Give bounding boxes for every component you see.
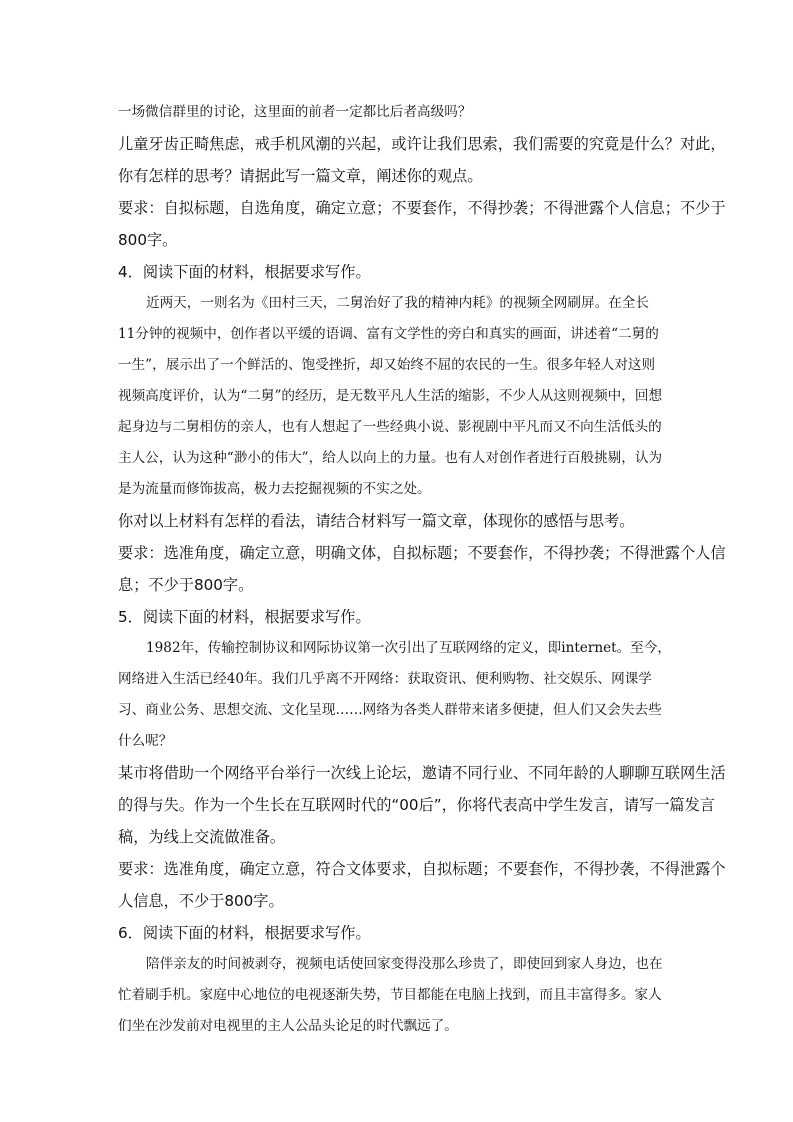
text-line: 儿童牙齿正畸焦虑，戒手机风潮的兴起，或许让我们思索，我们需要的究竟是什么？对此， [118, 135, 726, 153]
question-5-heading [118, 601, 683, 633]
q4-material [118, 288, 683, 505]
text-line: 800字。 [118, 231, 178, 249]
text-line: 什么呢？ [118, 733, 173, 749]
text-line: 是为流量而修饰拔高，极力去挖掘视频的不实之处。 [118, 481, 431, 497]
text-line: 一生”，展示出了一个鲜活的、饱受挫折，却又始终不屈的农民的一生。很多年轻人对这则 [118, 357, 656, 373]
text-line: 忙着刷手机。家庭中心地位的电视逐渐失势，节目都能在电脑上找到，而且丰富得多。家人 [118, 987, 662, 1003]
q3-requirement [118, 192, 726, 256]
q5-material [118, 633, 683, 757]
text-line: 稿，为线上交流做准备。 [118, 828, 286, 846]
text-line: 要求：自拟标题，自选角度，确定立意；不要套作，不得抄袭；不得泄露个人信息；不少于 [118, 199, 726, 217]
q3-prompt [118, 128, 726, 192]
text-line: 网络进入生活已经40年。我们几乎离不开网络：获取资讯、便利购物、社交娱乐、网课学 [118, 671, 652, 687]
text-line: 近两天，一则名为《田村三天，二舅治好了我的精神内耗》的视频全网刷屏。在全长 [146, 295, 649, 311]
q4-prompt [118, 505, 683, 537]
text-line: 要求：选准角度，确定立意，明确文体，自拟标题；不要套作，不得抄袭；不得泄露个人信 [118, 544, 726, 562]
text-line: 们坐在沙发前对电视里的主人公品头论足的时代飘远了。 [118, 1018, 458, 1034]
text-line: 主人公，认为这种“渺小的伟大”，给人以向上的力量。也有人对创作者进行百般挑剔，认为 [118, 450, 663, 466]
question-4-heading [118, 256, 683, 288]
text-line: 11分钟的视频中，创作者以平缓的语调、富有文学性的旁白和真实的画面，讲述着“二舅的 [118, 326, 659, 342]
top-fragment [118, 96, 683, 128]
q5-requirement [118, 853, 726, 917]
text-line: 视频高度评价，认为“二舅”的经历，是无数平凡人生活的缩影，不少人从这则视频中，回想 [118, 388, 663, 404]
text-line: 一场微信群里的讨论，这里面的前者一定都比后者高级吗？ [118, 104, 472, 120]
text-line: 起身边与二舅相仿的亲人，也有人想起了一些经典小说、影视剧中平凡而又不向生活低头的 [118, 419, 662, 435]
question-heading: 6．阅读下面的材料，根据要求写作。 [118, 924, 371, 942]
text-line: 你对以上材料有怎样的看法，请结合材料写一篇文章，体现你的感悟与思考。 [118, 512, 635, 530]
text-line: 人信息，不少于800字。 [118, 892, 284, 910]
q6-material [118, 949, 683, 1042]
question-heading: 5．阅读下面的材料，根据要求写作。 [118, 608, 371, 626]
question-6-heading [118, 917, 683, 949]
text-line: 某市将借助一个网络平台举行一次线上论坛，邀请不同行业、不同年龄的人聊聊互联网生活 [118, 764, 726, 782]
text-line: 要求：选准角度，确定立意，符合文体要求，自拟标题；不要套作，不得抄袭，不得泄露个 [118, 860, 726, 878]
text-line: 息；不少于800字。 [118, 576, 254, 594]
text-line: 习、商业公务、思想交流、文化呈现……网络为各类人群带来诸多便捷，但人们又会失去些 [118, 702, 662, 718]
q4-requirement [118, 537, 726, 601]
question-heading: 4．阅读下面的材料，根据要求写作。 [118, 263, 371, 281]
text-line: 你有怎样的思考？请据此写一篇文章，阐述你的观点。 [118, 167, 483, 185]
text-line: 1982年，传输控制协议和网际协议第一次引出了互联网络的定义，即internet。至今， [146, 640, 671, 656]
q5-prompt [118, 757, 726, 853]
text-line: 的得与失。作为一个生长在互联网时代的“00后”，你将代表高中学生发言，请写一篇发言 [118, 796, 715, 814]
text-line: 陪伴亲友的时间被剥夺，视频电话使回家变得没那么珍贵了，即使回到家人身边，也在 [146, 956, 663, 972]
page-content [118, 96, 726, 1042]
